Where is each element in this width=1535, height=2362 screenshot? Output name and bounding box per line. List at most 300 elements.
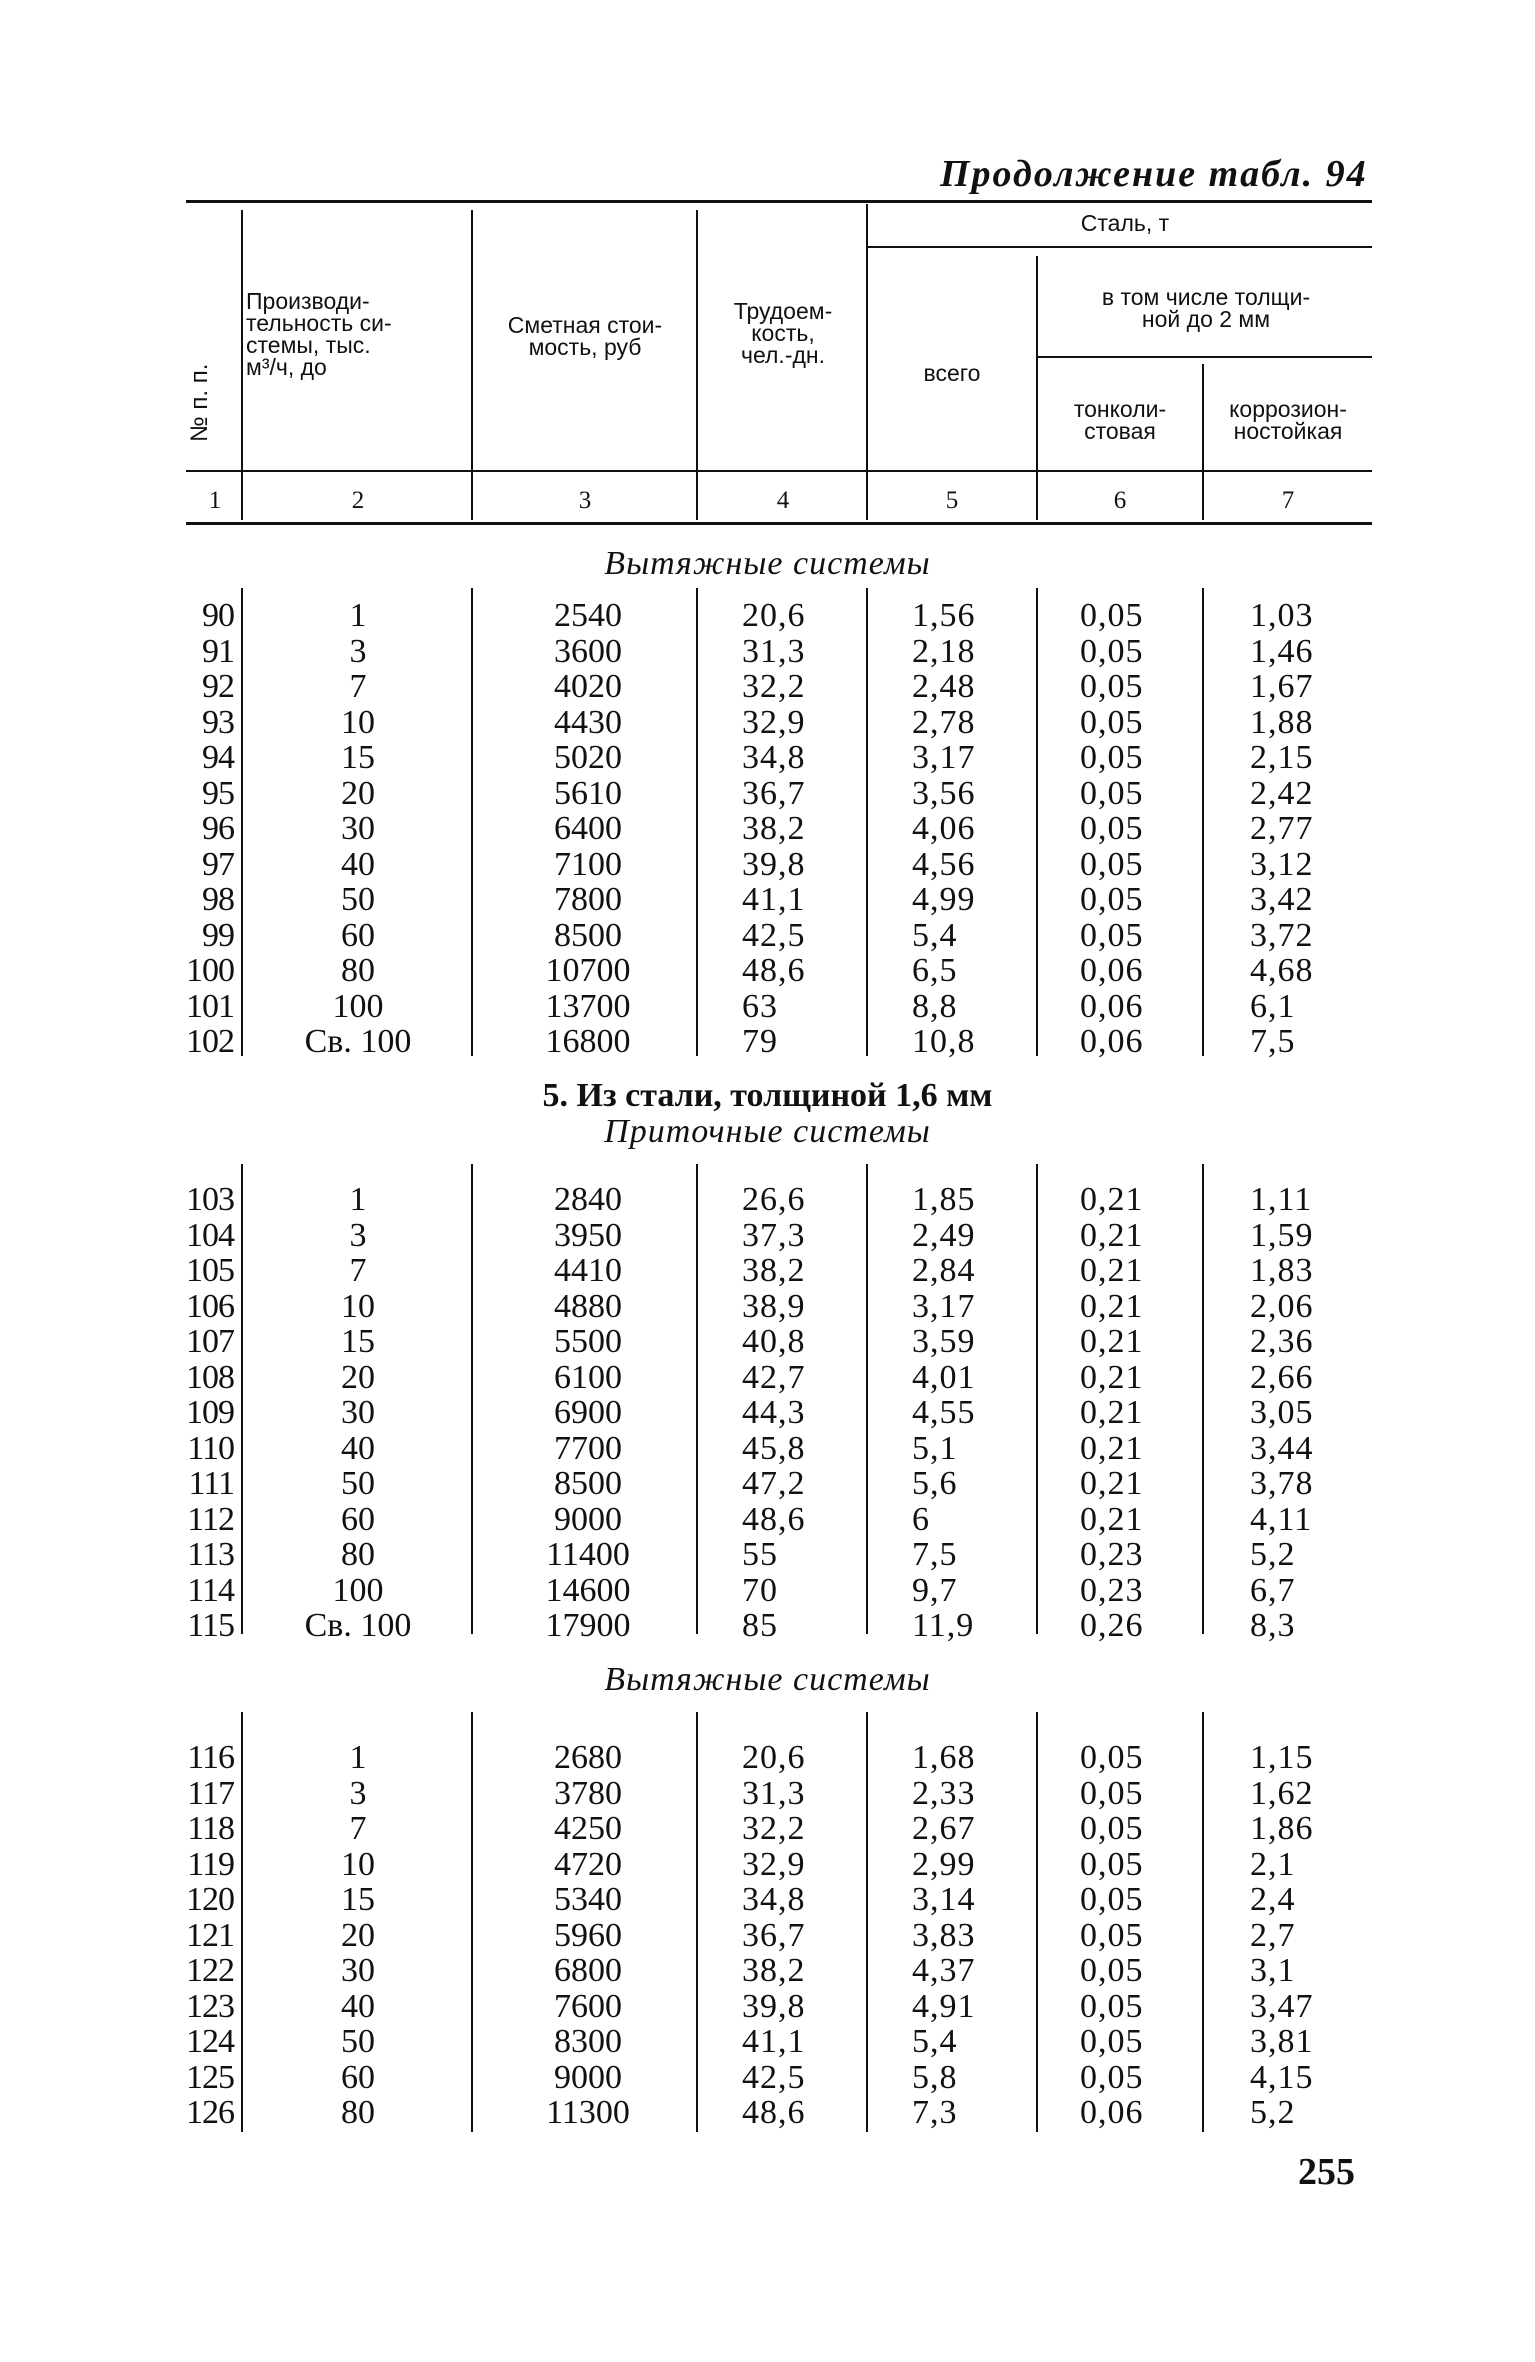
cell-steel-corrosion: 1,83 [1250, 1252, 1314, 1289]
cell-row-number: 108 [186, 1358, 234, 1396]
cell-cost: 16800 [545, 1023, 631, 1060]
cell-steel-corrosion: 3,05 [1250, 1394, 1314, 1431]
cell-labor: 20,6 [742, 597, 806, 634]
cell-labor: 32,2 [742, 1810, 806, 1847]
cell-row-number: 114 [187, 1571, 234, 1609]
cell-steel-corrosion: 1,88 [1250, 703, 1314, 741]
cell-steel-corrosion: 5,2 [1250, 1536, 1296, 1573]
header-steel-total-label: всего [923, 360, 981, 386]
cell-steel-thin-sheet: 0,05 [1080, 916, 1144, 954]
cell-cost: 2680 [554, 1739, 622, 1776]
section-column-divider [866, 588, 868, 1056]
cell-steel-thin-sheet: 0,05 [1080, 1845, 1144, 1883]
cell-steel-corrosion: 3,81 [1250, 2023, 1314, 2060]
cell-steel-thin-sheet: 0,05 [1080, 632, 1144, 670]
cell-row-number: 90 [202, 597, 234, 634]
header-col4-label: Трудоем- кость, чел.-дн. [733, 298, 833, 368]
cell-steel-total: 8,8 [912, 987, 958, 1025]
cell-steel-corrosion: 3,78 [1250, 1465, 1314, 1502]
cell-row-number: 100 [186, 952, 234, 989]
cell-capacity: 1 [349, 1181, 367, 1218]
cell-steel-total: 5,4 [912, 916, 958, 954]
cell-capacity: 100 [332, 1571, 384, 1609]
section-column-divider [1202, 588, 1204, 1056]
cell-cost: 9000 [554, 2058, 622, 2096]
steel-header-rule [866, 246, 1372, 248]
cell-row-number: 113 [187, 1536, 234, 1573]
cell-row-number: 121 [186, 1916, 234, 1954]
cell-steel-thin-sheet: 0,21 [1080, 1465, 1144, 1502]
cell-steel-total: 2,48 [912, 668, 976, 705]
cell-cost: 2840 [554, 1181, 622, 1218]
cell-steel-total: 5,4 [912, 2023, 958, 2060]
cell-steel-total: 3,56 [912, 774, 976, 812]
cell-capacity: Св. 100 [304, 1607, 412, 1644]
cell-labor: 42,5 [742, 2058, 806, 2096]
cell-capacity: 1 [349, 597, 367, 634]
cell-labor: 32,9 [742, 703, 806, 741]
cell-steel-corrosion: 2,42 [1250, 774, 1314, 812]
cell-steel-thin-sheet: 0,21 [1080, 1216, 1144, 1254]
cell-cost: 13700 [545, 987, 631, 1025]
cell-steel-total: 2,33 [912, 1774, 976, 1812]
cell-labor: 39,8 [742, 1987, 806, 2025]
column-number-7: 7 [1281, 487, 1295, 514]
cell-capacity: Св. 100 [304, 1023, 412, 1060]
cell-steel-thin-sheet: 0,05 [1080, 1774, 1144, 1812]
cell-steel-total: 2,18 [912, 632, 976, 670]
column-number-5: 5 [945, 487, 959, 514]
cell-cost: 6100 [554, 1358, 622, 1396]
cell-row-number: 96 [202, 810, 234, 847]
cell-steel-corrosion: 2,06 [1250, 1287, 1314, 1325]
cell-capacity: 20 [341, 1916, 375, 1954]
cell-row-number: 117 [187, 1774, 234, 1812]
cell-steel-total: 6 [912, 1500, 930, 1538]
cell-steel-total: 4,56 [912, 845, 976, 883]
cell-steel-total: 5,1 [912, 1429, 958, 1467]
cell-row-number: 110 [187, 1429, 234, 1467]
cell-steel-total: 5,6 [912, 1465, 958, 1502]
cell-steel-total: 1,68 [912, 1739, 976, 1776]
section-column-divider [471, 1712, 473, 2132]
cell-labor: 41,1 [742, 881, 806, 918]
cell-labor: 32,2 [742, 668, 806, 705]
section-column-divider [1202, 1164, 1204, 1634]
cell-steel-total: 1,85 [912, 1181, 976, 1218]
cell-steel-thin-sheet: 0,05 [1080, 1810, 1144, 1847]
cell-steel-total: 5,8 [912, 2058, 958, 2096]
section-heading: 5. Из стали, толщиной 1,6 мм [542, 1077, 993, 1114]
cell-steel-thin-sheet: 0,05 [1080, 1916, 1144, 1954]
cell-row-number: 105 [186, 1252, 234, 1289]
cell-cost: 8500 [554, 1465, 622, 1502]
cell-steel-thin-sheet: 0,21 [1080, 1181, 1144, 1218]
cell-cost: 7100 [554, 845, 622, 883]
cell-steel-corrosion: 3,1 [1250, 1952, 1296, 1989]
cell-steel-thin-sheet: 0,05 [1080, 2023, 1144, 2060]
cell-steel-corrosion: 6,7 [1250, 1571, 1296, 1609]
cell-row-number: 111 [188, 1465, 234, 1502]
cell-capacity: 50 [341, 1465, 375, 1502]
cell-capacity: 80 [341, 1536, 375, 1573]
cell-row-number: 119 [187, 1845, 234, 1883]
cell-cost: 2540 [554, 597, 622, 634]
cell-steel-corrosion: 1,15 [1250, 1739, 1314, 1776]
cell-labor: 31,3 [742, 632, 806, 670]
cell-labor: 79 [742, 1023, 778, 1060]
cell-capacity: 100 [332, 987, 384, 1025]
cell-steel-thin-sheet: 0,05 [1080, 1739, 1144, 1776]
cell-steel-thin-sheet: 0,05 [1080, 845, 1144, 883]
cell-cost: 17900 [545, 1607, 631, 1644]
cell-capacity: 15 [341, 1881, 375, 1918]
cell-steel-thin-sheet: 0,21 [1080, 1500, 1144, 1538]
cell-steel-thin-sheet: 0,05 [1080, 774, 1144, 812]
cell-steel-total: 4,55 [912, 1394, 976, 1431]
header-corrosion-label: коррозион- ностойкая [1229, 396, 1347, 444]
cell-steel-corrosion: 1,11 [1250, 1181, 1313, 1218]
cell-labor: 38,2 [742, 810, 806, 847]
cell-capacity: 7 [349, 668, 367, 705]
cell-row-number: 126 [186, 2094, 234, 2131]
cell-cost: 11300 [546, 2094, 630, 2131]
cell-cost: 14600 [545, 1571, 631, 1609]
cell-capacity: 15 [341, 739, 375, 776]
section-column-divider [241, 588, 243, 1056]
cell-steel-corrosion: 5,2 [1250, 2094, 1296, 2131]
cell-steel-total: 9,7 [912, 1571, 958, 1609]
cell-steel-thin-sheet: 0,05 [1080, 1881, 1144, 1918]
cell-steel-thin-sheet: 0,26 [1080, 1607, 1144, 1644]
cell-steel-total: 4,37 [912, 1952, 976, 1989]
column-number-3: 3 [578, 487, 592, 514]
cell-row-number: 98 [202, 881, 234, 918]
cell-steel-corrosion: 4,11 [1250, 1500, 1313, 1538]
thin-header-rule [1038, 356, 1372, 358]
cell-cost: 3780 [554, 1774, 622, 1812]
cell-steel-thin-sheet: 0,23 [1080, 1536, 1144, 1573]
numbers-bottom-rule [186, 522, 1372, 525]
cell-labor: 38,2 [742, 1252, 806, 1289]
cell-cost: 3950 [554, 1216, 622, 1254]
cell-labor: 47,2 [742, 1465, 806, 1502]
table-top-rule [186, 200, 1372, 203]
cell-steel-thin-sheet: 0,21 [1080, 1394, 1144, 1431]
cell-capacity: 20 [341, 1358, 375, 1396]
section-column-divider [241, 1164, 243, 1634]
cell-steel-thin-sheet: 0,06 [1080, 2094, 1144, 2131]
cell-labor: 37,3 [742, 1216, 806, 1254]
cell-capacity: 60 [341, 916, 375, 954]
header-divider-1 [241, 210, 243, 520]
cell-steel-total: 3,83 [912, 1916, 976, 1954]
section-column-divider [1202, 1712, 1204, 2132]
header-col2-label: Производи- тельность си- стемы, тыс. м³/ч, до [246, 288, 392, 380]
cell-steel-thin-sheet: 0,06 [1080, 952, 1144, 989]
cell-steel-total: 3,17 [912, 739, 976, 776]
cell-capacity: 40 [341, 1987, 375, 2025]
cell-steel-total: 2,67 [912, 1810, 976, 1847]
cell-row-number: 97 [202, 845, 234, 883]
cell-steel-corrosion: 4,68 [1250, 952, 1314, 989]
cell-capacity: 30 [341, 1952, 375, 1989]
cell-steel-thin-sheet: 0,21 [1080, 1358, 1144, 1396]
cell-steel-corrosion: 1,46 [1250, 632, 1314, 670]
cell-cost: 9000 [554, 1500, 622, 1538]
cell-cost: 5020 [554, 739, 622, 776]
cell-cost: 10700 [545, 952, 631, 989]
cell-steel-thin-sheet: 0,05 [1080, 597, 1144, 634]
cell-labor: 34,8 [742, 1881, 806, 1918]
header-divider-3 [696, 210, 698, 520]
cell-labor: 44,3 [742, 1394, 806, 1431]
cell-steel-thin-sheet: 0,23 [1080, 1571, 1144, 1609]
cell-row-number: 122 [186, 1952, 234, 1989]
cell-steel-corrosion: 1,67 [1250, 668, 1314, 705]
cell-steel-corrosion: 3,44 [1250, 1429, 1314, 1467]
cell-cost: 8300 [554, 2023, 622, 2060]
cell-row-number: 101 [186, 987, 234, 1025]
cell-row-number: 102 [186, 1023, 234, 1060]
cell-steel-total: 2,99 [912, 1845, 976, 1883]
header-divider-5 [1036, 256, 1038, 520]
section-column-divider [866, 1164, 868, 1634]
cell-capacity: 80 [341, 952, 375, 989]
cell-cost: 7800 [554, 881, 622, 918]
column-number-1: 1 [208, 487, 222, 514]
section-column-divider [471, 588, 473, 1056]
cell-steel-corrosion: 6,1 [1250, 987, 1296, 1025]
cell-row-number: 94 [202, 739, 234, 776]
cell-labor: 36,7 [742, 1916, 806, 1954]
cell-cost: 8500 [554, 916, 622, 954]
column-number-4: 4 [776, 487, 790, 514]
cell-cost: 4410 [554, 1252, 622, 1289]
cell-steel-corrosion: 3,47 [1250, 1987, 1314, 2025]
cell-steel-corrosion: 1,86 [1250, 1810, 1314, 1847]
cell-cost: 7700 [554, 1429, 622, 1467]
cell-steel-total: 2,49 [912, 1216, 976, 1254]
cell-row-number: 104 [186, 1216, 234, 1254]
cell-cost: 5500 [554, 1323, 622, 1360]
cell-row-number: 123 [186, 1987, 234, 2025]
cell-capacity: 40 [341, 1429, 375, 1467]
section-column-divider [866, 1712, 868, 2132]
cell-cost: 4020 [554, 668, 622, 705]
column-number-2: 2 [351, 487, 365, 514]
cell-steel-thin-sheet: 0,05 [1080, 1952, 1144, 1989]
cell-steel-total: 4,99 [912, 881, 976, 918]
cell-capacity: 15 [341, 1323, 375, 1360]
cell-steel-total: 2,78 [912, 703, 976, 741]
cell-labor: 48,6 [742, 1500, 806, 1538]
section-subheading: Приточные системы [604, 1113, 931, 1150]
cell-steel-corrosion: 3,42 [1250, 881, 1314, 918]
cell-steel-corrosion: 2,66 [1250, 1358, 1314, 1396]
section-column-divider [1036, 1164, 1038, 1634]
cell-cost: 4430 [554, 703, 622, 741]
column-number-6: 6 [1113, 487, 1127, 514]
header-steel-label: Сталь, т [1080, 210, 1170, 236]
cell-capacity: 7 [349, 1252, 367, 1289]
cell-steel-corrosion: 3,72 [1250, 916, 1314, 954]
cell-labor: 38,2 [742, 1952, 806, 1989]
cell-cost: 3600 [554, 632, 622, 670]
cell-labor: 85 [742, 1607, 778, 1644]
cell-labor: 48,6 [742, 2094, 806, 2131]
section-column-divider [1036, 1712, 1038, 2132]
cell-labor: 32,9 [742, 1845, 806, 1883]
cell-steel-thin-sheet: 0,21 [1080, 1323, 1144, 1360]
cell-capacity: 80 [341, 2094, 375, 2131]
cell-capacity: 10 [341, 703, 375, 741]
cell-steel-total: 6,5 [912, 952, 958, 989]
cell-steel-thin-sheet: 0,06 [1080, 987, 1144, 1025]
cell-steel-total: 4,06 [912, 810, 976, 847]
cell-steel-thin-sheet: 0,06 [1080, 1023, 1144, 1060]
cell-row-number: 103 [186, 1181, 234, 1218]
cell-labor: 70 [742, 1571, 778, 1609]
cell-labor: 40,8 [742, 1323, 806, 1360]
cell-steel-thin-sheet: 0,05 [1080, 810, 1144, 847]
cell-row-number: 116 [187, 1739, 234, 1776]
cell-steel-total: 11,9 [912, 1607, 975, 1644]
cell-labor: 31,3 [742, 1774, 806, 1812]
cell-cost: 11400 [546, 1536, 630, 1573]
cell-row-number: 118 [187, 1810, 234, 1847]
cell-capacity: 50 [341, 2023, 375, 2060]
cell-cost: 4250 [554, 1810, 622, 1847]
cell-steel-thin-sheet: 0,21 [1080, 1287, 1144, 1325]
cell-steel-total: 3,14 [912, 1881, 976, 1918]
cell-steel-corrosion: 2,15 [1250, 739, 1314, 776]
cell-steel-corrosion: 8,3 [1250, 1607, 1296, 1644]
cell-row-number: 99 [202, 916, 234, 954]
section-subheading: Вытяжные системы [604, 1661, 931, 1698]
cell-capacity: 10 [341, 1287, 375, 1325]
cell-labor: 42,7 [742, 1358, 806, 1396]
cell-cost: 5610 [554, 774, 622, 812]
header-thin-sheet-label: тонколи- стовая [1073, 396, 1167, 444]
cell-steel-corrosion: 1,59 [1250, 1216, 1314, 1254]
cell-steel-total: 4,91 [912, 1987, 976, 2025]
cell-capacity: 7 [349, 1810, 367, 1847]
header-divider-2 [471, 210, 473, 520]
cell-steel-total: 7,3 [912, 2094, 958, 2131]
header-bottom-rule [186, 470, 1372, 472]
continuation-title: Продолжение табл. 94 [940, 153, 1368, 195]
cell-cost: 4720 [554, 1845, 622, 1883]
cell-labor: 38,9 [742, 1287, 806, 1325]
cell-steel-total: 2,84 [912, 1252, 976, 1289]
cell-row-number: 95 [202, 774, 234, 812]
cell-steel-corrosion: 2,4 [1250, 1881, 1296, 1918]
cell-row-number: 107 [186, 1323, 234, 1360]
cell-capacity: 60 [341, 2058, 375, 2096]
cell-steel-total: 3,59 [912, 1323, 976, 1360]
cell-cost: 6800 [554, 1952, 622, 1989]
cell-steel-thin-sheet: 0,05 [1080, 881, 1144, 918]
cell-steel-thin-sheet: 0,21 [1080, 1252, 1144, 1289]
page-number: 255 [1298, 2151, 1355, 2193]
cell-steel-thin-sheet: 0,05 [1080, 739, 1144, 776]
section-column-divider [1036, 588, 1038, 1056]
cell-capacity: 1 [349, 1739, 367, 1776]
cell-row-number: 124 [186, 2023, 234, 2060]
cell-row-number: 91 [202, 632, 234, 670]
cell-steel-thin-sheet: 0,05 [1080, 668, 1144, 705]
cell-steel-corrosion: 2,1 [1250, 1845, 1296, 1883]
cell-capacity: 40 [341, 845, 375, 883]
cell-steel-total: 4,01 [912, 1358, 976, 1396]
cell-steel-total: 3,17 [912, 1287, 976, 1325]
cell-row-number: 125 [186, 2058, 234, 2096]
cell-row-number: 115 [187, 1607, 234, 1644]
section-subheading: Вытяжные системы [604, 545, 931, 582]
cell-labor: 48,6 [742, 952, 806, 989]
header-col3-label: Сметная стои- мость, руб [507, 312, 663, 360]
cell-capacity: 60 [341, 1500, 375, 1538]
cell-steel-corrosion: 2,36 [1250, 1323, 1314, 1360]
cell-steel-total: 7,5 [912, 1536, 958, 1573]
cell-steel-corrosion: 2,7 [1250, 1916, 1296, 1954]
cell-steel-corrosion: 1,03 [1250, 597, 1314, 634]
cell-steel-corrosion: 2,77 [1250, 810, 1314, 847]
cell-capacity: 20 [341, 774, 375, 812]
cell-steel-corrosion: 4,15 [1250, 2058, 1314, 2096]
cell-steel-corrosion: 7,5 [1250, 1023, 1296, 1060]
cell-steel-corrosion: 3,12 [1250, 845, 1314, 883]
cell-row-number: 93 [202, 703, 234, 741]
cell-steel-thin-sheet: 0,21 [1080, 1429, 1144, 1467]
cell-labor: 41,1 [742, 2023, 806, 2060]
cell-steel-total: 10,8 [912, 1023, 976, 1060]
cell-capacity: 10 [341, 1845, 375, 1883]
cell-steel-thin-sheet: 0,05 [1080, 1987, 1144, 2025]
cell-labor: 26,6 [742, 1181, 806, 1218]
cell-row-number: 92 [202, 668, 234, 705]
cell-cost: 5340 [554, 1881, 622, 1918]
cell-labor: 55 [742, 1536, 778, 1573]
section-column-divider [241, 1712, 243, 2132]
cell-cost: 5960 [554, 1916, 622, 1954]
cell-labor: 20,6 [742, 1739, 806, 1776]
cell-steel-thin-sheet: 0,05 [1080, 2058, 1144, 2096]
cell-cost: 6900 [554, 1394, 622, 1431]
cell-labor: 34,8 [742, 739, 806, 776]
cell-steel-thin-sheet: 0,05 [1080, 703, 1144, 741]
cell-row-number: 120 [186, 1881, 234, 1918]
section-column-divider [471, 1164, 473, 1634]
cell-capacity: 50 [341, 881, 375, 918]
cell-capacity: 30 [341, 1394, 375, 1431]
cell-capacity: 3 [349, 1216, 367, 1254]
cell-row-number: 109 [186, 1394, 234, 1431]
cell-labor: 42,5 [742, 916, 806, 954]
cell-steel-corrosion: 1,62 [1250, 1774, 1314, 1812]
cell-capacity: 3 [349, 632, 367, 670]
cell-steel-total: 1,56 [912, 597, 976, 634]
cell-capacity: 3 [349, 1774, 367, 1812]
cell-capacity: 30 [341, 810, 375, 847]
cell-labor: 39,8 [742, 845, 806, 883]
cell-cost: 7600 [554, 1987, 622, 2025]
cell-row-number: 106 [186, 1287, 234, 1325]
cell-cost: 4880 [554, 1287, 622, 1325]
header-steel-thin-label: в том числе толщи- ной до 2 мм [1101, 284, 1311, 332]
header-col1-label: № п. п. [186, 363, 213, 442]
